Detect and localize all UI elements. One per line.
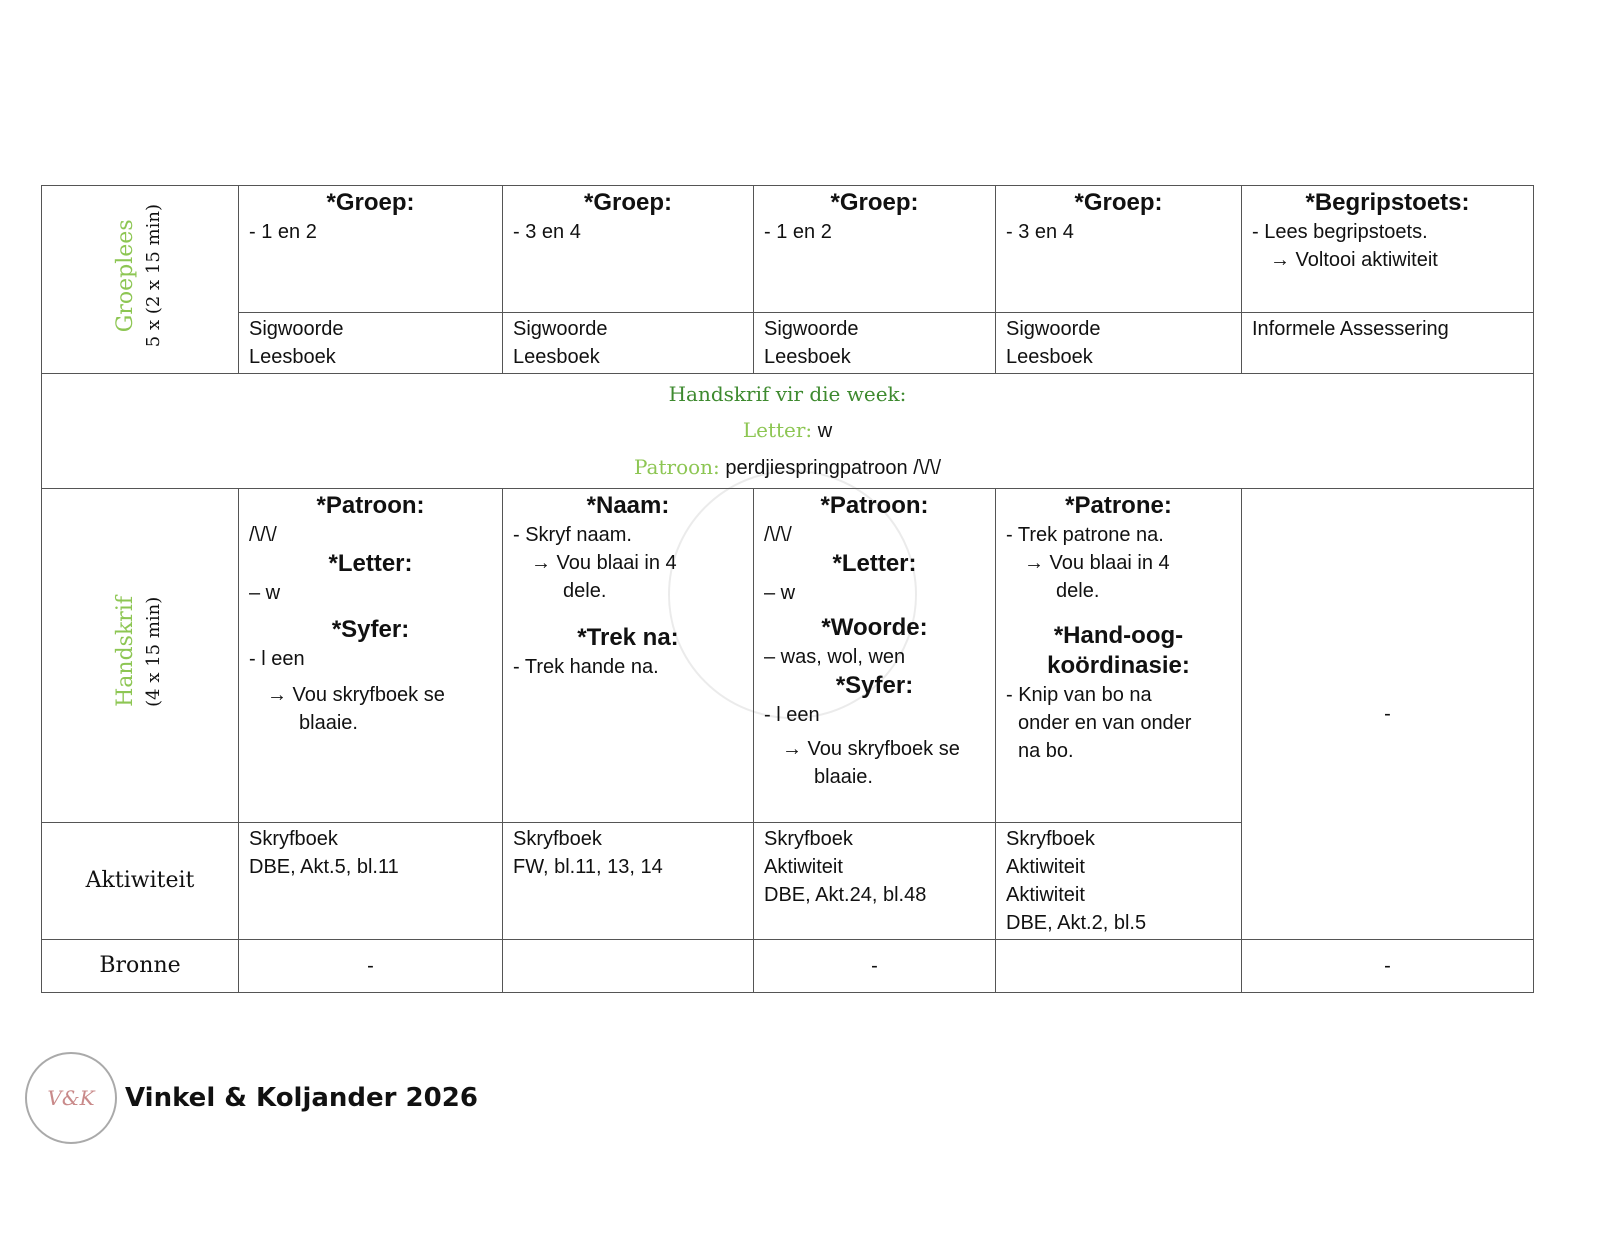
line: - Trek hande na. [513, 656, 659, 678]
pattern-label: Patroon: [633, 455, 720, 479]
res: Sigwoorde [249, 318, 344, 340]
res: Leesboek [764, 346, 851, 368]
title: *Naam: [586, 492, 670, 519]
res: Leesboek [1006, 346, 1093, 368]
line: → Vou skryfboek se [267, 684, 445, 706]
title: *Patroon: [316, 492, 425, 519]
line: Skryfboek [249, 828, 338, 850]
logo-text: V&K [47, 1086, 95, 1110]
activity-cell [996, 823, 1242, 940]
line: - l een [249, 648, 305, 670]
groeplees-cell [503, 186, 754, 313]
resource-cell [996, 313, 1242, 374]
groeplees-row [42, 186, 1534, 313]
title: *Groep: [326, 189, 415, 216]
title: *Letter: [832, 550, 917, 577]
footer [25, 1052, 478, 1144]
line: onder en van onder [1018, 712, 1192, 734]
title: *Groep: [1074, 189, 1163, 216]
line: → Vou blaai in 4 [531, 552, 677, 574]
line: → Voltooi aktiwiteit [1270, 249, 1438, 271]
groeplees-cell [239, 186, 503, 313]
title: *Syfer: [835, 672, 914, 699]
title: koördinasie: [1047, 652, 1190, 679]
handskrif-cell-empty: - [1242, 489, 1534, 940]
bronne-cell [996, 940, 1242, 993]
bronne-cell [503, 940, 754, 993]
res: Sigwoorde [764, 318, 859, 340]
handskrif-row [42, 489, 1534, 823]
aktiwiteit-label: Aktiwiteit [42, 823, 239, 940]
line: Skryfboek [513, 828, 602, 850]
week-summary [42, 374, 1534, 489]
line: dele. [563, 580, 607, 602]
line: Skryfboek [764, 828, 853, 850]
line: - Trek patrone na. [1006, 524, 1164, 546]
line: dele. [1056, 580, 1100, 602]
pattern: /\/\/ [764, 524, 792, 546]
brand-name: Vinkel & Koljander 2026 [125, 1083, 478, 1113]
line: - 3 en 4 [513, 221, 581, 243]
pattern: /\/\/ [249, 524, 277, 546]
letter-label: Letter: [742, 418, 813, 442]
time: 5 x (2 x 15 min) [143, 203, 164, 348]
line: - Skryf naam. [513, 524, 632, 546]
handskrif-cell [239, 489, 503, 823]
line: Aktiwiteit [764, 856, 843, 878]
res: Sigwoorde [513, 318, 608, 340]
line: DBE, Akt.24, bl.48 [764, 884, 927, 906]
title: *Patrone: [1065, 492, 1172, 519]
label: Handskrif [113, 596, 138, 707]
week-heading: Handskrif vir die week: [668, 382, 907, 406]
line: - 1 en 2 [249, 221, 317, 243]
title: *Hand-oog- [1053, 622, 1184, 649]
activity-cell [239, 823, 503, 940]
line: DBE, Akt.5, bl.11 [249, 856, 399, 878]
bronne-label: Bronne [42, 940, 239, 993]
groeplees-resources-row [42, 313, 1534, 374]
res: Informele Assessering [1252, 318, 1449, 340]
line: - Lees begripstoets. [1252, 221, 1428, 243]
time: (4 x 15 min) [143, 596, 164, 707]
handskrif-cell [996, 489, 1242, 823]
lesson-plan-table [41, 185, 1534, 993]
title: *Groep: [583, 189, 672, 216]
res: Leesboek [513, 346, 600, 368]
res: Leesboek [249, 346, 336, 368]
line: → Vou skryfboek se [782, 738, 960, 760]
line: blaaie. [814, 766, 873, 788]
resource-cell [239, 313, 503, 374]
line: – was, wol, wen [764, 646, 906, 668]
handskrif-label [42, 489, 239, 823]
activity-cell [503, 823, 754, 940]
activity-cell [754, 823, 996, 940]
title: *Begripstoets: [1305, 189, 1470, 216]
line: na bo. [1018, 740, 1074, 762]
res: Sigwoorde [1006, 318, 1101, 340]
bronne-cell: - [1242, 940, 1534, 993]
title: *Groep: [830, 189, 919, 216]
line: – w [249, 582, 281, 604]
line: Aktiwiteit [1006, 856, 1085, 878]
line: - Knip van bo na [1006, 684, 1152, 706]
bronne-cell: - [754, 940, 996, 993]
line: – w [764, 582, 796, 604]
groeplees-cell [996, 186, 1242, 313]
title: *Trek na: [577, 624, 679, 651]
line: → Vou blaai in 4 [1024, 552, 1170, 574]
handskrif-cell [503, 489, 754, 823]
line: Skryfboek [1006, 828, 1095, 850]
title: *Patroon: [820, 492, 929, 519]
bronne-cell: - [239, 940, 503, 993]
line: - 1 en 2 [764, 221, 832, 243]
groeplees-cell [1242, 186, 1534, 313]
handskrif-cell [754, 489, 996, 823]
letter: w [817, 420, 833, 442]
line: Aktiwiteit [1006, 884, 1085, 906]
line: - l een [764, 704, 820, 726]
pattern: perdjiespringpatroon /\/\/ [725, 457, 942, 479]
title: *Woorde: [821, 614, 928, 641]
bronne-row [42, 940, 1534, 993]
groeplees-cell [754, 186, 996, 313]
resource-cell [754, 313, 996, 374]
title: *Syfer: [331, 616, 410, 643]
line: - 3 en 4 [1006, 221, 1074, 243]
groeplees-label [42, 186, 239, 374]
title: *Letter: [328, 550, 413, 577]
resource-cell [503, 313, 754, 374]
logo [25, 1052, 117, 1144]
label: Groeplees [113, 219, 138, 332]
resource-cell [1242, 313, 1534, 374]
line: FW, bl.11, 13, 14 [513, 856, 663, 878]
week-row [42, 374, 1534, 489]
line: DBE, Akt.2, bl.5 [1006, 912, 1147, 934]
line: blaaie. [299, 712, 358, 734]
